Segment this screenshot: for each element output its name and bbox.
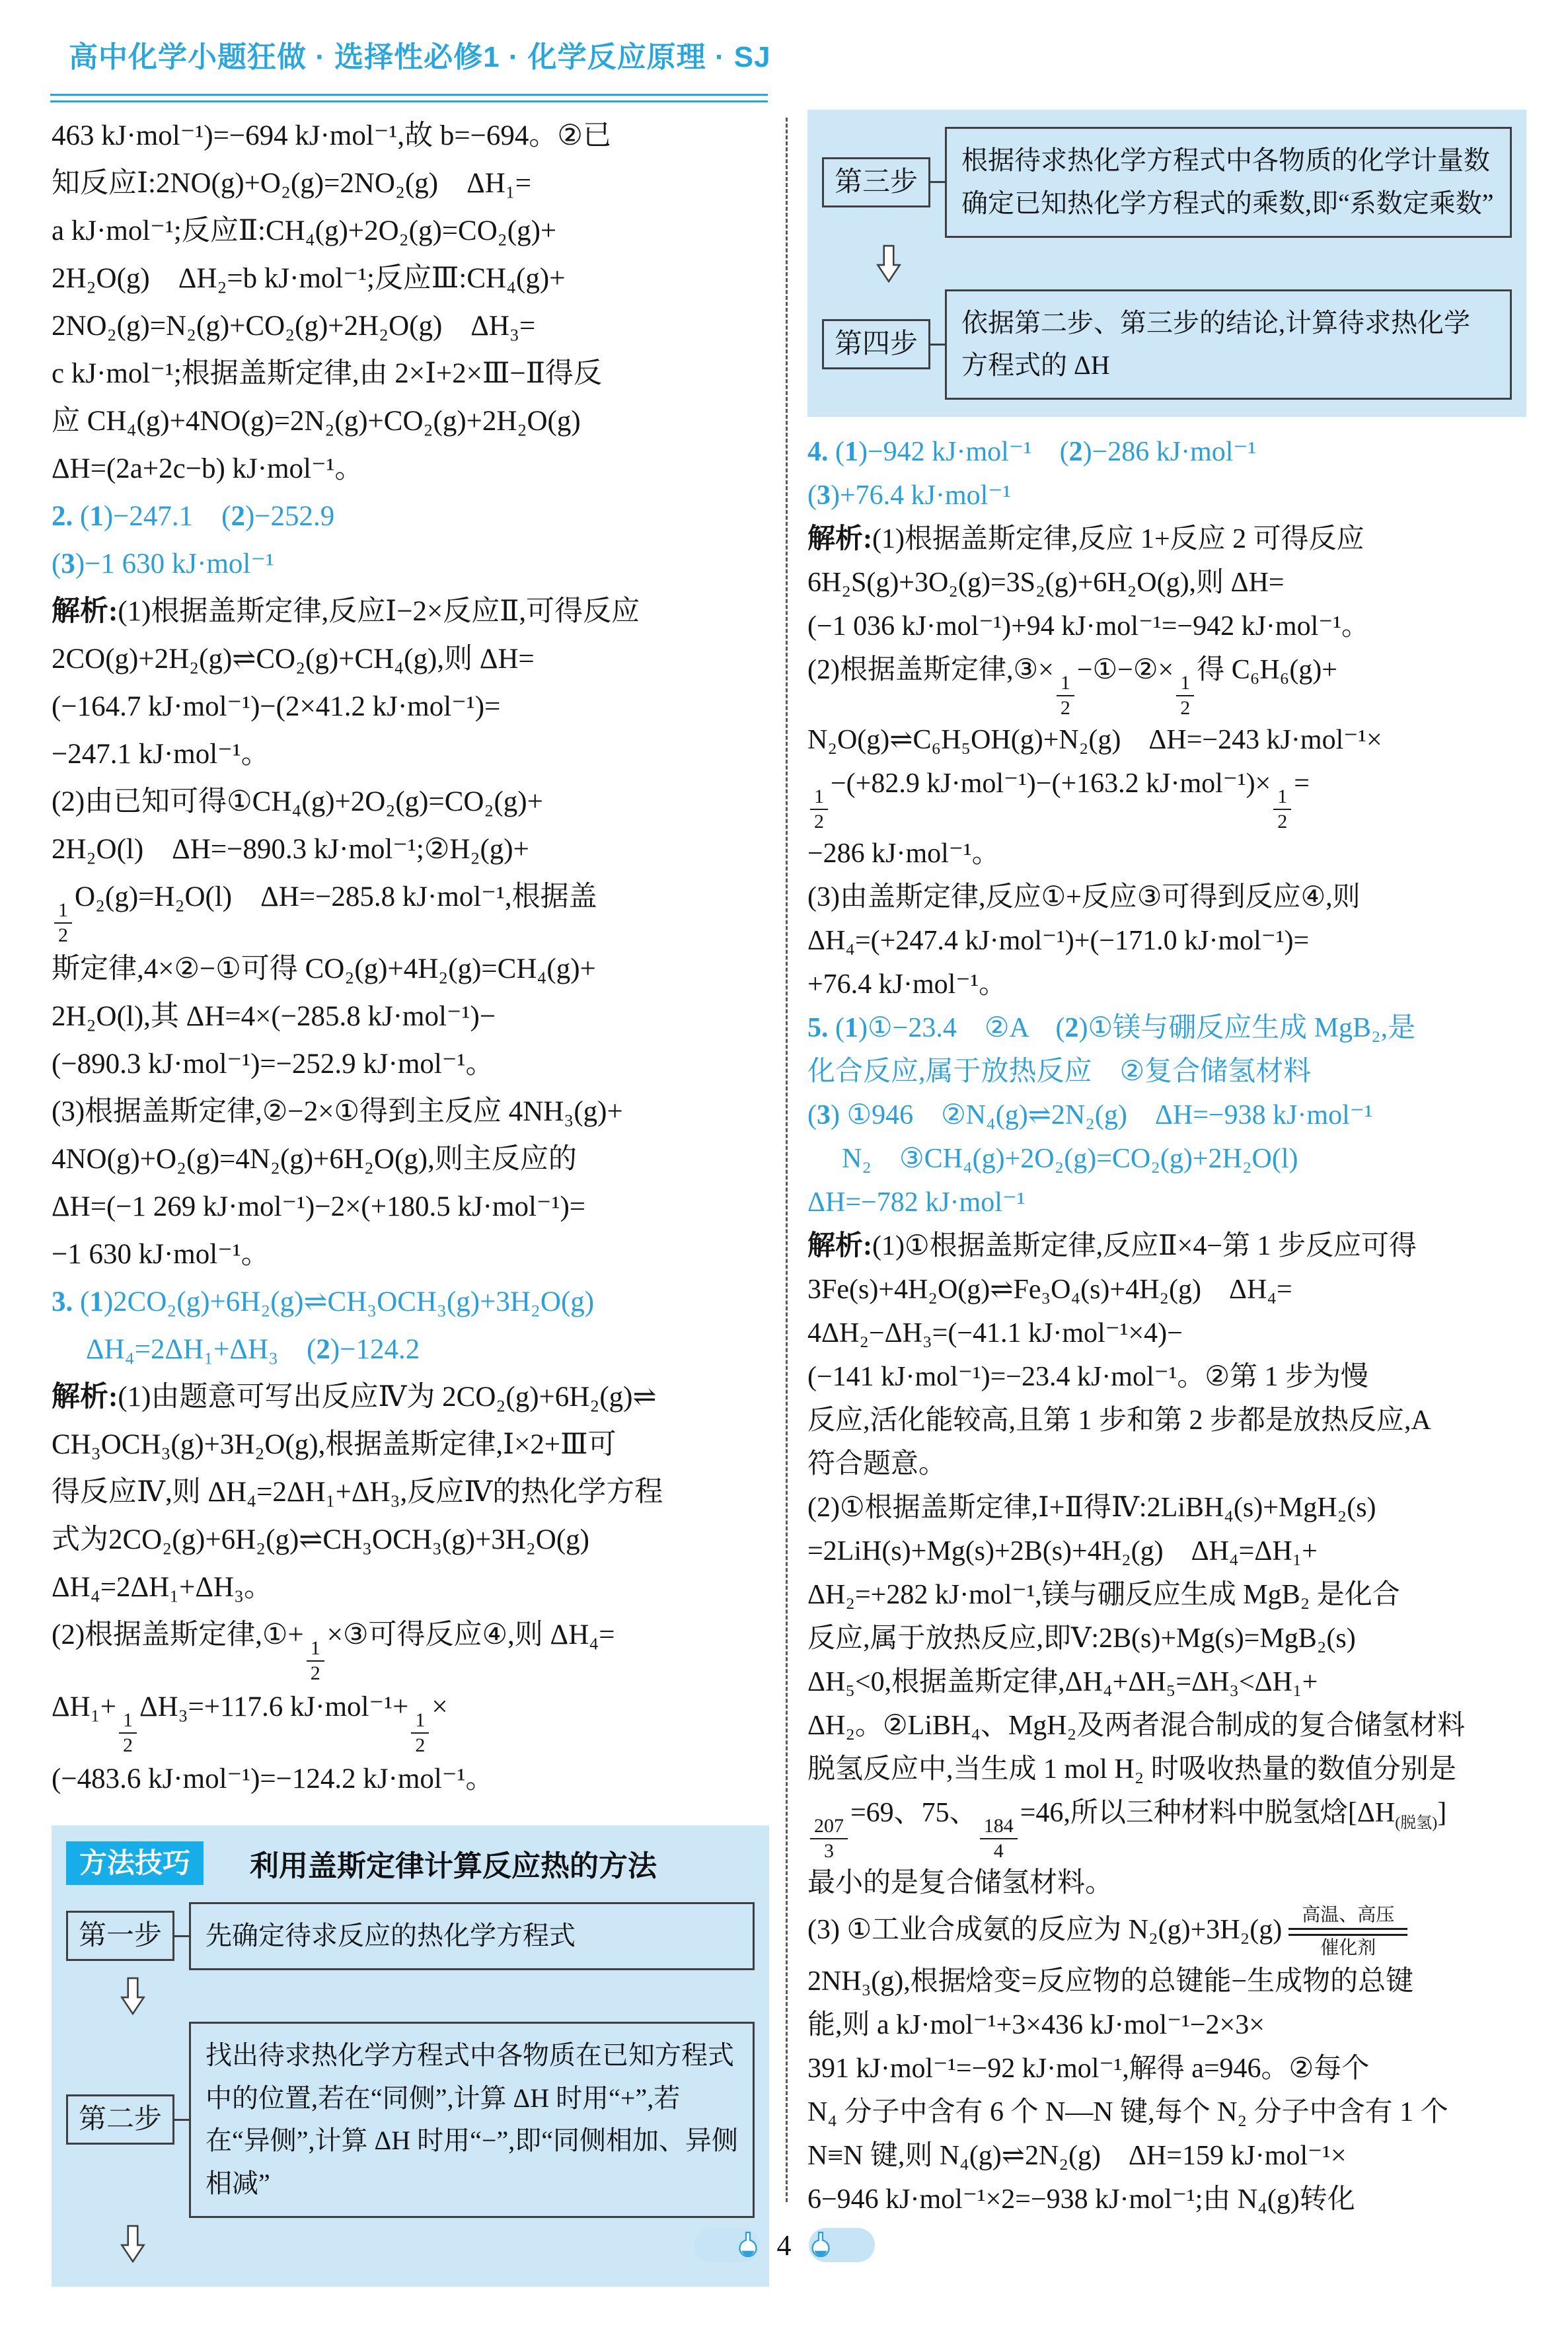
method-box-badge: 方法技巧 (66, 1841, 204, 1885)
text-line: 4NO(g)+O₂(g)=4N₂(g)+6H₂O(g),则主反应的 (52, 1144, 577, 1175)
text-line: 2H₂O(l) ΔH=−890.3 kJ·mol⁻¹;②H₂(g)+ (52, 834, 529, 865)
text-line: 2H₂O(l),其 ΔH=4×(−285.8 kJ·mol⁻¹)− (52, 1001, 496, 1032)
text-line: (2)根据盖斯定律,①+ $\frac{1}{2}$ ×③可得反应④,则 ΔH₄= (52, 1619, 615, 1684)
text-line: ΔH₂=+282 kJ·mol⁻¹,镁与硼反应生成 MgB₂ 是化合 (807, 1580, 1400, 1611)
reaction-conditions: 高温、高压 催化剂 (1288, 1905, 1407, 1959)
step-4-text: 依据第二步、第三步的结论,计算待求热化学方程式的 ΔH (945, 289, 1512, 400)
step-4-label: 第四步 (822, 319, 930, 369)
text-line: ΔH₅<0,根据盖斯定律,ΔH₄+ΔH₅=ΔH₃<ΔH₁+ (807, 1667, 1318, 1698)
text-line: ΔH₄=(+247.4 kJ·mol⁻¹)+(−171.0 kJ·mol⁻¹)= (807, 926, 1310, 957)
text-line: (−141 kJ·mol⁻¹)=−23.4 kJ·mol⁻¹。②第 1 步为慢 (807, 1362, 1369, 1393)
fraction: $\frac{1}{2}$ (307, 1639, 324, 1683)
page-footer (0, 2228, 1568, 2262)
text-line: +76.4 kJ·mol⁻¹。 (807, 969, 1007, 1000)
text-line: 2. (1)−247.1 (2)−252.9 (52, 501, 335, 532)
text-line: 脱氢反应中,当生成 1 mol H₂ 时吸收热量的数值分别是 (807, 1754, 1456, 1785)
text-line: 4ΔH₂−ΔH₃=(−41.1 kJ·mol⁻¹×4)− (807, 1318, 1183, 1349)
text-line: 3. (1)2CO₂(g)+6H₂(g)⇌CH₃OCH₃(g)+3H₂O(g) (52, 1286, 595, 1317)
text-line: 能,则 a kJ·mol⁻¹+3×436 kJ·mol⁻¹−2×3× (807, 2009, 1265, 2040)
text-line: $\frac{1}{2}$ −(+82.9 kJ·mol⁻¹)−(+163.2 kJ·mol⁻¹)× $\frac{1}{2}$ = (807, 762, 1526, 832)
down-arrow-icon (875, 244, 903, 283)
fraction: $\frac{1}{2}$ (411, 1711, 429, 1755)
page-header-title: 高中化学小题狂做 · 选择性必修1 · 化学反应原理 · SJ (69, 41, 771, 73)
text-line: −286 kJ·mol⁻¹。 (807, 838, 1000, 869)
header-underline (50, 94, 768, 102)
text-line: 得反应Ⅳ,则 ΔH₄=2ΔH₁+ΔH₃,反应Ⅳ的热化学方程 (52, 1477, 663, 1508)
method-box-title: 利用盖斯定律计算反应热的方法 (250, 1850, 657, 1882)
text-line: (3)由盖斯定律,反应①+反应③可得到反应④,则 (807, 882, 1361, 913)
text-line: −247.1 kJ·mol⁻¹。 (52, 739, 270, 770)
text-line: 3Fe(s)+4H₂O(g)⇌Fe₃O₄(s)+4H₂(g) ΔH₄= (807, 1274, 1292, 1306)
text-line: (−1 036 kJ·mol⁻¹)+94 kJ·mol⁻¹=−942 kJ·mol⁻¹。 (807, 611, 1370, 642)
text-line: ΔH=−782 kJ·mol⁻¹ (807, 1187, 1026, 1218)
text-line: ΔH₄=2ΔH₁+ΔH₃。 (52, 1572, 273, 1603)
text-line: (3)+76.4 kJ·mol⁻¹ (807, 480, 1012, 511)
step-1-label: 第一步 (66, 1911, 174, 1961)
step-row-4 (822, 289, 1512, 400)
text-line: 6−946 kJ·mol⁻¹×2=−938 kJ·mol⁻¹;由 N₄(g)转化 (807, 2184, 1355, 2215)
text-line: (−890.3 kJ·mol⁻¹)=−252.9 kJ·mol⁻¹。 (52, 1049, 494, 1080)
page-number: 4 (776, 2229, 792, 2262)
text-line: 斯定律,4×②−①可得 CO₂(g)+4H₂(g)=CH₄(g)+ (52, 953, 596, 984)
text-line: N₂ ③CH₄(g)+2O₂(g)=CO₂(g)+2H₂O(l) (842, 1144, 1298, 1175)
step-2-label: 第二步 (66, 2094, 174, 2145)
text-line: 应 CH₄(g)+4NO(g)=2N₂(g)+CO₂(g)+2H₂O(g) (52, 406, 581, 437)
flask-icon (809, 2228, 875, 2262)
left-column-text (52, 112, 769, 1803)
text-line: (3)根据盖斯定律,②−2×①得到主反应 4NH₃(g)+ (52, 1096, 623, 1127)
text-line: 知反应Ⅰ:2NO(g)+O₂(g)=2NO₂(g) ΔH₁= (52, 168, 532, 199)
text-line: 6H₂S(g)+3O₂(g)=3S₂(g)+6H₂O(g),则 ΔH= (807, 568, 1285, 599)
step-row-1 (66, 1902, 755, 1970)
step-2-text: 找出待求热化学方程式中各物质在已知方程式中的位置,若在“同侧”,计算 ΔH 时用“+”,若在“异侧”,计算 ΔH 时用“−”,即“同侧相加、异侧相减” (189, 2022, 755, 2218)
text-line: −1 630 kJ·mol⁻¹。 (52, 1239, 270, 1270)
fraction: $\frac{1}{2}$ (119, 1711, 137, 1755)
method-box-header (66, 1841, 755, 1885)
step-row-2 (66, 2022, 755, 2218)
text-line: (2)①根据盖斯定律,Ⅰ+Ⅱ得Ⅳ:2LiBH₄(s)+MgH₂(s) (807, 1493, 1376, 1524)
text-line: 4. (1)−942 kJ·mol⁻¹ (2)−286 kJ·mol⁻¹ (807, 437, 1257, 468)
fraction: $\frac{184}{4}$ (980, 1816, 1018, 1861)
text-line: 5. (1)①−23.4 ②A (2)①镁与硼反应生成 MgB₂,是 (807, 1013, 1416, 1044)
step-3-label: 第三步 (822, 157, 930, 207)
left-column (52, 112, 769, 2287)
text-line: (3) ①工业合成氨的反应为 N₂(g)+3H₂(g) 高温、高压 催化剂 (807, 1905, 1526, 1959)
text-line: 2NO₂(g)=N₂(g)+CO₂(g)+2H₂O(g) ΔH₃= (52, 311, 536, 342)
text-line: 最小的是复合储氢材料。 (807, 1868, 1113, 1899)
text-line: ΔH₁+ $\frac{1}{2}$ ΔH₃=+117.6 kJ·mol⁻¹+ $\frac{1}{2}$ × (52, 1691, 448, 1756)
fraction: $\frac{1}{2}$ (54, 901, 72, 945)
step-3-text: 根据待求热化学方程式中各物质的化学计量数确定已知热化学方程式的乘数,即“系数定乘数” (945, 127, 1512, 238)
text-line: ΔH₂。②LiBH₄、MgH₂及两者混合制成的复合储氢材料 (807, 1711, 1466, 1742)
text-line: a kJ·mol⁻¹;反应Ⅱ:CH₄(g)+2O₂(g)=CO₂(g)+ (52, 215, 557, 246)
fraction: $\frac{1}{2}$ (1057, 673, 1074, 718)
text-line: CH₃OCH₃(g)+3H₂O(g),根据盖斯定律,Ⅰ×2+Ⅲ可 (52, 1429, 616, 1460)
text-line: =2LiH(s)+Mg(s)+2B(s)+4H₂(g) ΔH₄=ΔH₁+ (807, 1536, 1318, 1567)
text-line: 2H₂O(g) ΔH₂=b kJ·mol⁻¹;反应Ⅲ:CH₄(g)+ (52, 263, 566, 294)
column-divider (786, 118, 788, 2202)
text-line: $\frac{1}{2}$ O₂(g)=H₂O(l) ΔH=−285.8 kJ·mol⁻¹,根据盖 (52, 873, 769, 945)
text-line: N₄ 分子中含有 6 个 N—N 键,每个 N₂ 分子中含有 1 个 (807, 2096, 1448, 2127)
text-line: 2CO(g)+2H₂(g)⇌CO₂(g)+CH₄(g),则 ΔH= (52, 644, 535, 675)
text-line: c kJ·mol⁻¹;根据盖斯定律,由 2×Ⅰ+2×Ⅲ−Ⅱ得反 (52, 358, 602, 389)
text-line: 化合反应,属于放热反应 ②复合储氢材料 (807, 1056, 1312, 1088)
fraction: $\frac{1}{2}$ (1176, 673, 1194, 718)
method-box-continued (807, 110, 1526, 417)
text-line: 反应,活化能较高,且第 1 步和第 2 步都是放热反应,A (807, 1405, 1431, 1436)
text-line: 391 kJ·mol⁻¹=−92 kJ·mol⁻¹,解得 a=946。②每个 (807, 2053, 1370, 2084)
down-arrow-icon (119, 1977, 147, 2015)
text-line: ΔH=(−1 269 kJ·mol⁻¹)−2×(+180.5 kJ·mol⁻¹)= (52, 1191, 586, 1222)
text-line: 反应,属于放热反应,即Ⅴ:2B(s)+Mg(s)=MgB₂(s) (807, 1623, 1356, 1654)
text-line: $\frac{207}{3}$ =69、75、 $\frac{184}{4}$ =46,所以三种材料中脱氢焓$[\Delta H_{(脱氢)}]$ (807, 1791, 1526, 1861)
method-box (52, 1826, 769, 2287)
text-line: 解析:(1)由题意可写出反应Ⅳ为 2CO₂(g)+6H₂(g)⇌ (52, 1382, 657, 1413)
step-row-3 (822, 127, 1512, 238)
text-line: 2NH₃(g),根据焓变=反应物的总键能−生成物的总键 (807, 1966, 1414, 1997)
text-line: 解析:(1)根据盖斯定律,反应 1+反应 2 可得反应 (807, 524, 1364, 555)
step-1-text: 先确定待求反应的热化学方程式 (189, 1902, 755, 1970)
step-connector (174, 1935, 189, 1937)
text-line: (−164.7 kJ·mol⁻¹)−(2×41.2 kJ·mol⁻¹)= (52, 691, 501, 722)
text-line: 解析:(1)①根据盖斯定律,反应Ⅱ×4−第 1 步反应可得 (807, 1231, 1417, 1262)
text-line: ΔH₄=2ΔH₁+ΔH₃ (2)−124.2 (86, 1334, 420, 1365)
text-line: 式为2CO₂(g)+6H₂(g)⇌CH₃OCH₃(g)+3H₂O(g) (52, 1524, 589, 1555)
fraction: $\frac{1}{2}$ (1273, 787, 1291, 832)
text-line: ΔH=(2a+2c−b) kJ·mol⁻¹。 (52, 453, 363, 484)
text-line: (3)−1 630 kJ·mol⁻¹ (52, 548, 274, 579)
fraction: $\frac{1}{2}$ (810, 787, 828, 832)
flask-icon (694, 2228, 760, 2262)
text-line: (2)由已知可得①CH₄(g)+2O₂(g)=CO₂(g)+ (52, 786, 543, 817)
text-line: (3) ①946 ②N₄(g)⇌2N₂(g) ΔH=−938 kJ·mol⁻¹ (807, 1100, 1373, 1131)
text-line: 符合题意。 (807, 1449, 947, 1480)
text-line: N₂O(g)⇌C₆H₅OH(g)+N₂(g) ΔH=−243 kJ·mol⁻¹× (807, 725, 1382, 756)
step-connector (930, 181, 945, 183)
fraction: $\frac{207}{3}$ (810, 1816, 848, 1861)
step-connector (174, 2119, 189, 2121)
right-column-text (807, 430, 1526, 2221)
text-line: N≡N 键,则 N₄(g)⇌2N₂(g) ΔH=159 kJ·mol⁻¹× (807, 2140, 1347, 2171)
text-line: 463 kJ·mol⁻¹)=−694 kJ·mol⁻¹,故 b=−694。②已 (52, 120, 611, 151)
step-connector (930, 344, 945, 346)
right-column (807, 110, 1526, 2221)
text-line: (2)根据盖斯定律,③× $\frac{1}{2}$ −①−②× $\frac{1}{2}$ 得 C₆H₆(g)+ (807, 655, 1337, 720)
text-line: (−483.6 kJ·mol⁻¹)=−124.2 kJ·mol⁻¹。 (52, 1763, 494, 1794)
text-line: 解析:(1)根据盖斯定律,反应Ⅰ−2×反应Ⅱ,可得反应 (52, 596, 640, 627)
